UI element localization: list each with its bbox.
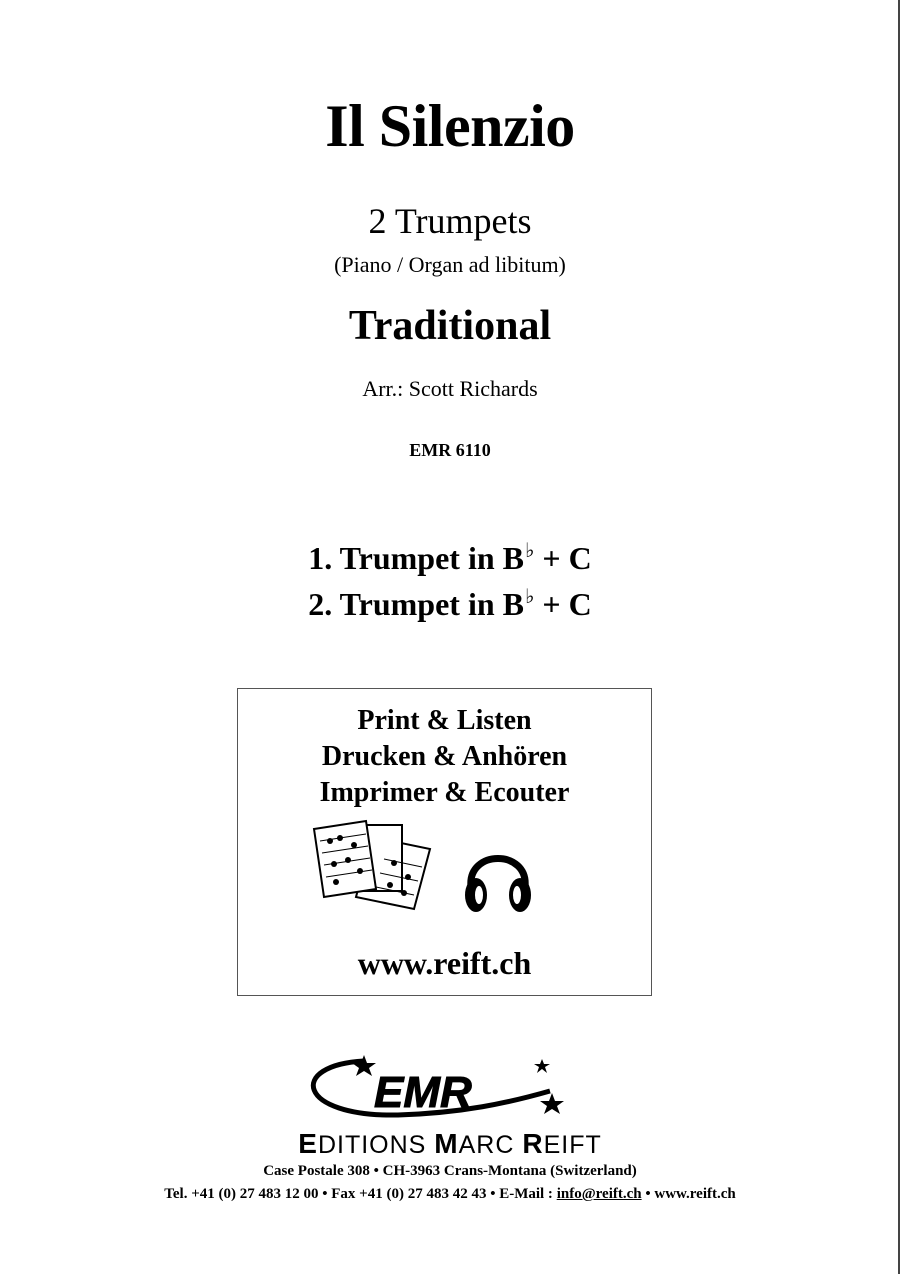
headphones-icon [463, 839, 533, 919]
instrumentation: 2 Trumpets [368, 201, 532, 241]
part-list-item [0, 584, 900, 623]
part-label-suffix: + C [534, 586, 592, 622]
arranger: Arr.: Scott Richards [362, 376, 538, 401]
logo-text: EMR [374, 1068, 472, 1117]
flat-sign: ♭ [524, 586, 535, 608]
emr-logo [302, 1055, 592, 1123]
flat-sign: ♭ [524, 540, 535, 562]
promo-website-link[interactable]: www.reift.ch [357, 945, 532, 981]
instrumentation-note: (Piano / Organ ad libitum) [334, 252, 566, 277]
part-label-suffix: + C [534, 540, 592, 576]
contact-phone-fax: Tel. +41 (0) 27 483 12 00 • Fax +41 (0) 27 483 42 43 • E-Mail : [164, 1186, 557, 1202]
publisher-address: Case Postale 308 • CH-3963 Crans-Montana (Switzerland) [263, 1163, 637, 1179]
print-listen-box [237, 688, 652, 996]
composer: Traditional [348, 303, 552, 349]
part-label: 1. Trumpet in B [308, 540, 524, 576]
piece-title: Il Silenzio [325, 93, 575, 159]
publisher-name: EDITIONS MARC REIFT [298, 1128, 602, 1159]
promo-line-german: Drucken & Anhören [321, 741, 568, 772]
part-label: 2. Trumpet in B [308, 586, 524, 622]
publisher-contact [0, 1186, 900, 1203]
promo-line-english: Print & Listen [357, 705, 532, 736]
contact-website: • www.reift.ch [641, 1186, 736, 1202]
catalog-number: EMR 6110 [409, 440, 491, 460]
sheet-music-icon [310, 819, 440, 914]
promo-line-french: Imprimer & Ecouter [319, 777, 570, 808]
part-list-item [0, 538, 900, 577]
email-link[interactable]: info@reift.ch [556, 1186, 642, 1202]
